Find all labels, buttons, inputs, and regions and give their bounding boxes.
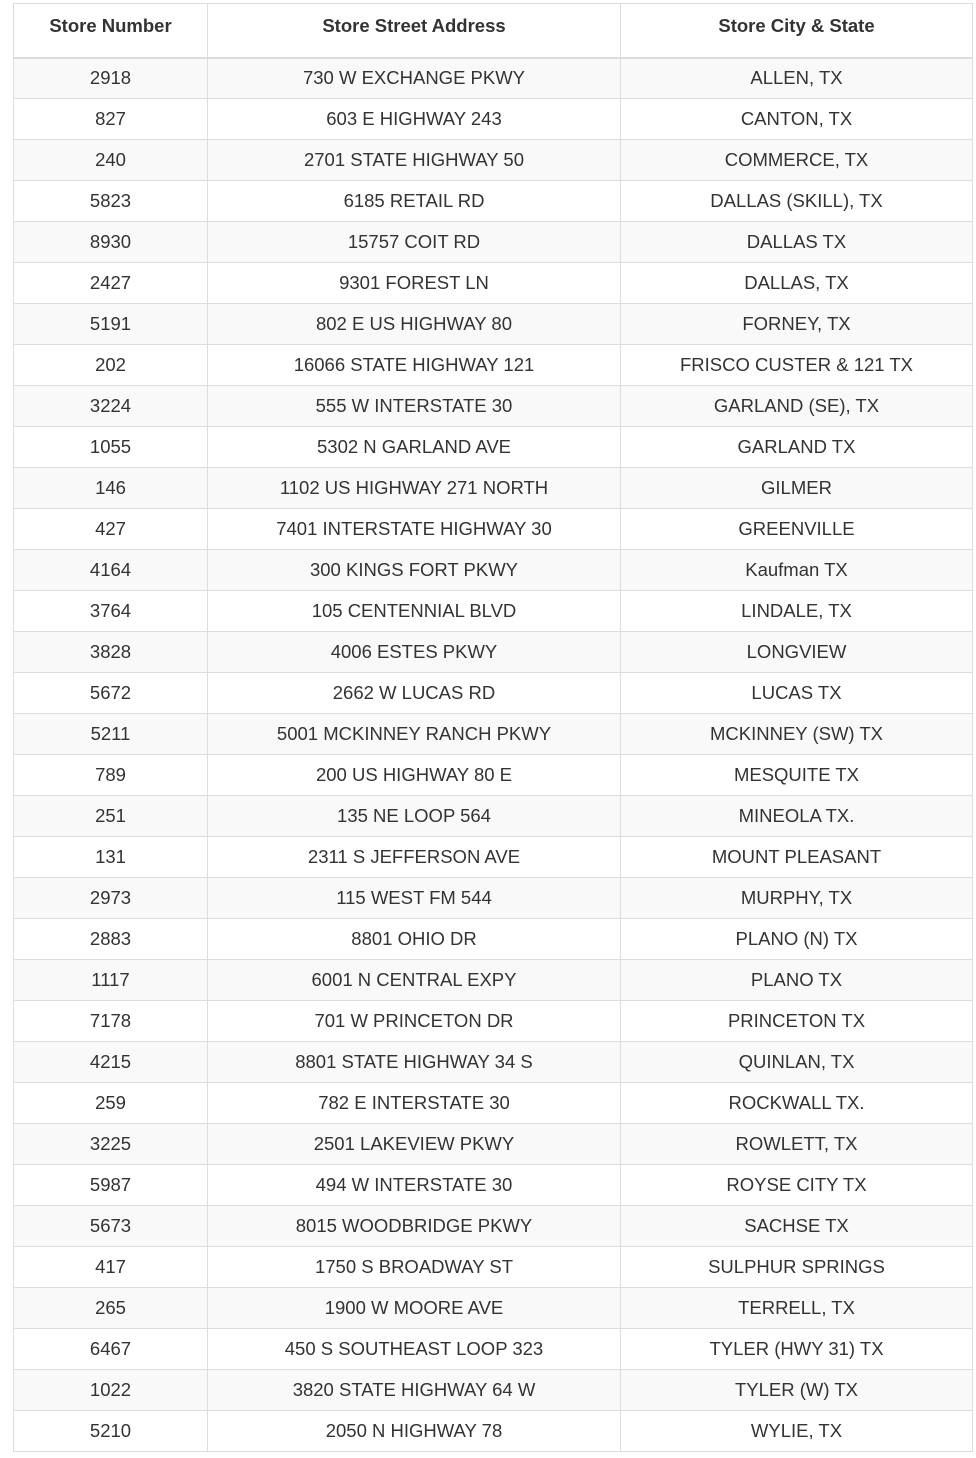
cell-store-number: 259 <box>14 1083 208 1124</box>
cell-store-number: 146 <box>14 468 208 509</box>
table-row <box>14 673 973 714</box>
table-row <box>14 960 973 1001</box>
cell-street-address: 701 W PRINCETON DR <box>208 1001 621 1042</box>
cell-store-number: 3225 <box>14 1124 208 1165</box>
cell-street-address: 494 W INTERSTATE 30 <box>208 1165 621 1206</box>
table-row <box>14 427 973 468</box>
table-body <box>14 58 973 1452</box>
cell-street-address: 115 WEST FM 544 <box>208 878 621 919</box>
table-row <box>14 1042 973 1083</box>
cell-store-number: 417 <box>14 1247 208 1288</box>
table-row <box>14 1124 973 1165</box>
cell-street-address: 16066 STATE HIGHWAY 121 <box>208 345 621 386</box>
table-row <box>14 58 973 99</box>
cell-city-state: MCKINNEY (SW) TX <box>621 714 973 755</box>
cell-city-state: GARLAND TX <box>621 427 973 468</box>
cell-street-address: 802 E US HIGHWAY 80 <box>208 304 621 345</box>
table-row <box>14 1247 973 1288</box>
table-row <box>14 386 973 427</box>
table-row <box>14 99 973 140</box>
cell-city-state: ROCKWALL TX. <box>621 1083 973 1124</box>
cell-store-number: 5211 <box>14 714 208 755</box>
cell-street-address: 8801 OHIO DR <box>208 919 621 960</box>
table-row <box>14 181 973 222</box>
cell-street-address: 3820 STATE HIGHWAY 64 W <box>208 1370 621 1411</box>
cell-street-address: 105 CENTENNIAL BLVD <box>208 591 621 632</box>
cell-city-state: DALLAS, TX <box>621 263 973 304</box>
table-row <box>14 714 973 755</box>
table-row <box>14 919 973 960</box>
cell-store-number: 427 <box>14 509 208 550</box>
cell-store-number: 4215 <box>14 1042 208 1083</box>
cell-street-address: 782 E INTERSTATE 30 <box>208 1083 621 1124</box>
table-row <box>14 550 973 591</box>
cell-street-address: 15757 COIT RD <box>208 222 621 263</box>
table-row <box>14 837 973 878</box>
cell-city-state: PLANO TX <box>621 960 973 1001</box>
cell-store-number: 7178 <box>14 1001 208 1042</box>
cell-street-address: 6001 N CENTRAL EXPY <box>208 960 621 1001</box>
cell-city-state: CANTON, TX <box>621 99 973 140</box>
cell-city-state: ROYSE CITY TX <box>621 1165 973 1206</box>
header-row <box>14 4 973 58</box>
cell-city-state: LONGVIEW <box>621 632 973 673</box>
cell-store-number: 5210 <box>14 1411 208 1452</box>
cell-store-number: 3764 <box>14 591 208 632</box>
cell-store-number: 3828 <box>14 632 208 673</box>
cell-city-state: QUINLAN, TX <box>621 1042 973 1083</box>
cell-store-number: 4164 <box>14 550 208 591</box>
cell-store-number: 5672 <box>14 673 208 714</box>
cell-street-address: 2701 STATE HIGHWAY 50 <box>208 140 621 181</box>
table-row <box>14 1083 973 1124</box>
cell-city-state: COMMERCE, TX <box>621 140 973 181</box>
cell-city-state: LUCAS TX <box>621 673 973 714</box>
cell-city-state: GILMER <box>621 468 973 509</box>
cell-city-state: TERRELL, TX <box>621 1288 973 1329</box>
cell-city-state: SACHSE TX <box>621 1206 973 1247</box>
cell-store-number: 265 <box>14 1288 208 1329</box>
cell-city-state: ALLEN, TX <box>621 58 973 99</box>
table-row <box>14 1206 973 1247</box>
cell-street-address: 2662 W LUCAS RD <box>208 673 621 714</box>
cell-street-address: 1750 S BROADWAY ST <box>208 1247 621 1288</box>
cell-city-state: TYLER (W) TX <box>621 1370 973 1411</box>
cell-street-address: 5302 N GARLAND AVE <box>208 427 621 468</box>
table-row <box>14 632 973 673</box>
table-row <box>14 1329 973 1370</box>
cell-store-number: 2427 <box>14 263 208 304</box>
cell-street-address: 8801 STATE HIGHWAY 34 S <box>208 1042 621 1083</box>
cell-store-number: 5191 <box>14 304 208 345</box>
table-row <box>14 755 973 796</box>
cell-city-state: GREENVILLE <box>621 509 973 550</box>
table-row <box>14 345 973 386</box>
table-row <box>14 591 973 632</box>
cell-store-number: 240 <box>14 140 208 181</box>
header-city-state: Store City & State <box>621 4 973 58</box>
cell-city-state: SULPHUR SPRINGS <box>621 1247 973 1288</box>
cell-store-number: 2883 <box>14 919 208 960</box>
cell-store-number: 5823 <box>14 181 208 222</box>
cell-street-address: 1900 W MOORE AVE <box>208 1288 621 1329</box>
cell-city-state: FORNEY, TX <box>621 304 973 345</box>
cell-city-state: MINEOLA TX. <box>621 796 973 837</box>
cell-city-state: TYLER (HWY 31) TX <box>621 1329 973 1370</box>
cell-city-state: DALLAS (SKILL), TX <box>621 181 973 222</box>
table-row <box>14 304 973 345</box>
cell-store-number: 2973 <box>14 878 208 919</box>
cell-store-number: 3224 <box>14 386 208 427</box>
table-row <box>14 1370 973 1411</box>
cell-city-state: ROWLETT, TX <box>621 1124 973 1165</box>
cell-street-address: 9301 FOREST LN <box>208 263 621 304</box>
table-row <box>14 878 973 919</box>
header-street-address: Store Street Address <box>208 4 621 58</box>
cell-city-state: Kaufman TX <box>621 550 973 591</box>
cell-store-number: 789 <box>14 755 208 796</box>
cell-city-state: MOUNT PLEASANT <box>621 837 973 878</box>
cell-store-number: 6467 <box>14 1329 208 1370</box>
cell-city-state: PRINCETON TX <box>621 1001 973 1042</box>
table-row <box>14 1001 973 1042</box>
cell-store-number: 5673 <box>14 1206 208 1247</box>
cell-store-number: 202 <box>14 345 208 386</box>
cell-street-address: 450 S SOUTHEAST LOOP 323 <box>208 1329 621 1370</box>
cell-street-address: 5001 MCKINNEY RANCH PKWY <box>208 714 621 755</box>
table-row <box>14 222 973 263</box>
cell-city-state: GARLAND (SE), TX <box>621 386 973 427</box>
cell-street-address: 1102 US HIGHWAY 271 NORTH <box>208 468 621 509</box>
table-row <box>14 796 973 837</box>
cell-store-number: 1055 <box>14 427 208 468</box>
table-header <box>14 4 973 58</box>
cell-street-address: 7401 INTERSTATE HIGHWAY 30 <box>208 509 621 550</box>
cell-city-state: DALLAS TX <box>621 222 973 263</box>
cell-street-address: 2311 S JEFFERSON AVE <box>208 837 621 878</box>
cell-city-state: FRISCO CUSTER & 121 TX <box>621 345 973 386</box>
cell-city-state: MURPHY, TX <box>621 878 973 919</box>
table-row <box>14 263 973 304</box>
cell-store-number: 827 <box>14 99 208 140</box>
table-row <box>14 468 973 509</box>
cell-store-number: 2918 <box>14 58 208 99</box>
cell-city-state: MESQUITE TX <box>621 755 973 796</box>
cell-store-number: 5987 <box>14 1165 208 1206</box>
table-row <box>14 1411 973 1452</box>
store-table-container <box>13 3 972 1452</box>
cell-street-address: 200 US HIGHWAY 80 E <box>208 755 621 796</box>
table-row <box>14 140 973 181</box>
cell-street-address: 300 KINGS FORT PKWY <box>208 550 621 591</box>
cell-store-number: 8930 <box>14 222 208 263</box>
table-row <box>14 509 973 550</box>
cell-city-state: LINDALE, TX <box>621 591 973 632</box>
cell-store-number: 1022 <box>14 1370 208 1411</box>
cell-street-address: 135 NE LOOP 564 <box>208 796 621 837</box>
header-store-number: Store Number <box>14 4 208 58</box>
table-row <box>14 1165 973 1206</box>
cell-street-address: 603 E HIGHWAY 243 <box>208 99 621 140</box>
store-locations-table <box>13 3 973 1452</box>
cell-street-address: 8015 WOODBRIDGE PKWY <box>208 1206 621 1247</box>
cell-city-state: WYLIE, TX <box>621 1411 973 1452</box>
cell-store-number: 1117 <box>14 960 208 1001</box>
cell-store-number: 251 <box>14 796 208 837</box>
cell-store-number: 131 <box>14 837 208 878</box>
cell-street-address: 2501 LAKEVIEW PKWY <box>208 1124 621 1165</box>
cell-city-state: PLANO (N) TX <box>621 919 973 960</box>
cell-street-address: 6185 RETAIL RD <box>208 181 621 222</box>
cell-street-address: 4006 ESTES PKWY <box>208 632 621 673</box>
cell-street-address: 555 W INTERSTATE 30 <box>208 386 621 427</box>
cell-street-address: 2050 N HIGHWAY 78 <box>208 1411 621 1452</box>
table-row <box>14 1288 973 1329</box>
cell-street-address: 730 W EXCHANGE PKWY <box>208 58 621 99</box>
